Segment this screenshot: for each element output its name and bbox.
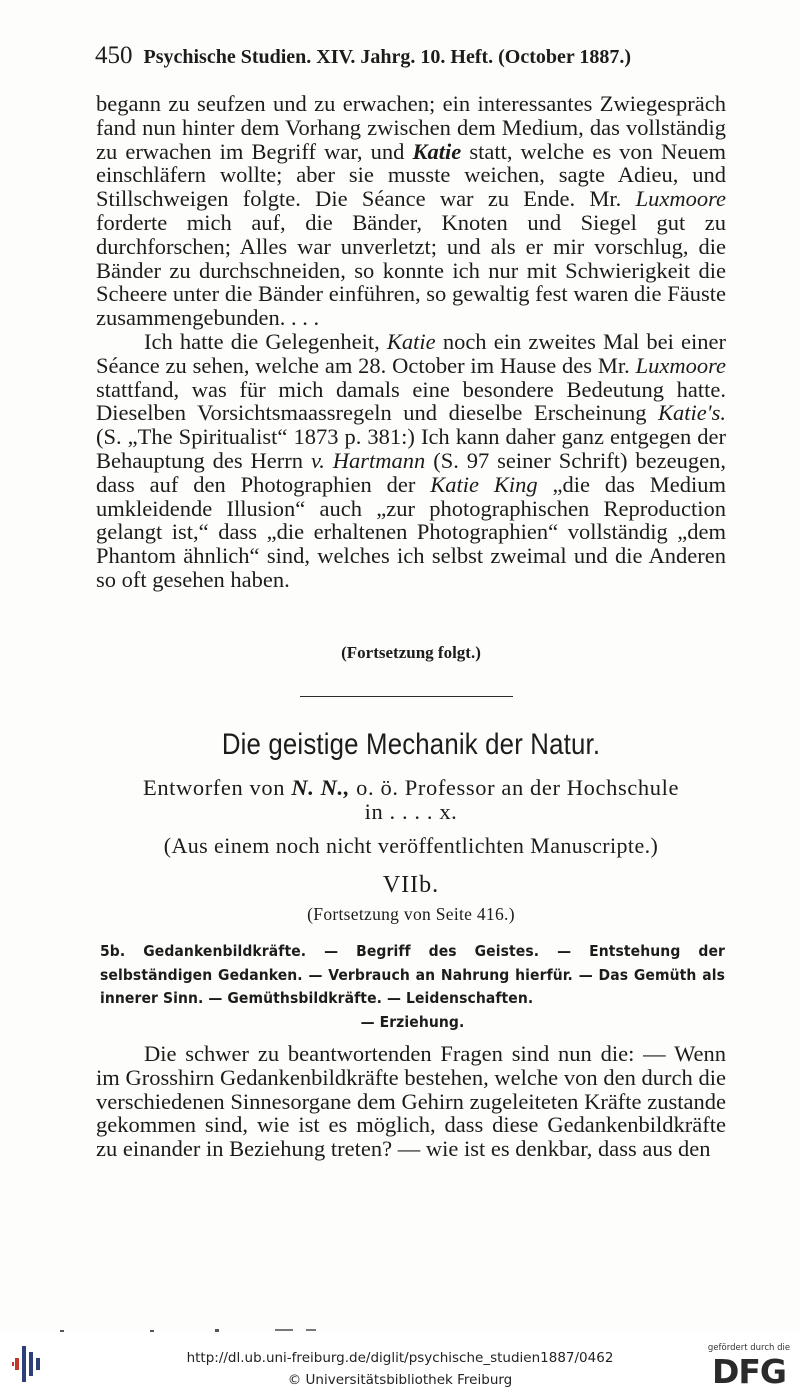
emphasis-text: v. Hartmann bbox=[310, 447, 426, 473]
emphasis-text: Luxmoore bbox=[635, 352, 726, 378]
text-run: statt, welche es von Neuem einschläfern wollte; aber sie musste weichen, sagte Adieu, und Stillschweigen folgte. Die Séance war zu Ende. Mr. bbox=[96, 138, 727, 212]
dfg-caption: gefördert durch die bbox=[707, 1343, 791, 1353]
text-run: begann zu seufzen und zu erwachen; ein interessantes Zwiegespräch fand nun hinter dem Vorhang zwischen dem Medium, das vollständig zu erwachen im Begriff war, und bbox=[96, 91, 726, 164]
article-byline bbox=[96, 776, 726, 824]
section-summary bbox=[100, 940, 725, 1034]
article-title: Die geistige Mechanik der Natur. bbox=[221, 728, 601, 761]
source-note: (Aus einem noch nicht veröffentlichten Manuscripte.) bbox=[163, 833, 659, 858]
page-number: 450 bbox=[95, 42, 133, 69]
summary-last: — Erziehung. bbox=[360, 1012, 465, 1031]
continuation-note: (Fortsetzung folgt.) bbox=[341, 643, 481, 662]
emphasis-text: Katie bbox=[386, 328, 436, 354]
copyright-notice: © Universitätsbibliothek Freiburg bbox=[287, 1372, 513, 1388]
emphasis-text: Katie's. bbox=[658, 400, 726, 426]
emphasis-text: Katie King bbox=[430, 471, 538, 497]
byline-author: N. N., bbox=[291, 775, 350, 800]
text-run: noch ein zweites Mal bei einer Séance zu sehen, welche am 28. October im Hause des Mr. bbox=[96, 328, 726, 378]
paragraph-3: Die schwer zu beantwortenden Fragen sind nun die: — Wenn im Grosshirn Gedankenbildkräfte bestehen, welche von den durch die verschiedenen Sinnesorgane dem Gehirn zugeleiteten Kräfte zustande gekommen sind, wie ist es möglich, dass diese Gedankenbildkräfte zu einander in Beziehung treten? — wie ist es denkbar, dass aus den bbox=[96, 1041, 726, 1162]
continued-from-note: (Fortsetzung von Seite 416.) bbox=[307, 904, 515, 924]
text-run: stattfand, was für mich damals eine besondere Bedeutung hatte. Dieselben Vorsichtsmaassregeln und dieselbe Erscheinung bbox=[96, 376, 726, 426]
page-header bbox=[95, 42, 735, 74]
emphasis-text: Luxmoore bbox=[635, 186, 726, 212]
text-run: „die das Medium umkleidende Illusion“ auch „zur photographischen Reproduction gelangt ist,“ dass „die erhaltenen Photographien“ vollständig „dem Phantom ähnlich“ sind, welches ich selbst zweimal und die Anderen so oft gesehen haben. bbox=[96, 471, 726, 592]
emphasis-text: Katie bbox=[412, 138, 462, 164]
paragraph-1 bbox=[96, 92, 726, 330]
byline-suffix: o. ö. Professor an der Hochschule bbox=[349, 775, 680, 800]
article-continuation bbox=[96, 92, 726, 592]
text-run: (S. 97 seiner Schrift) bezeugen, dass auf den Photographien der bbox=[96, 447, 727, 497]
text-run: forderte mich auf, die Bänder, Knoten und Siegel gut zu durchforschen; Alles war unverletzt; und als er mir vorschlug, die Bänder zu durchschneiden, so konnte ich nur mit Schwierigkeit die Scheere unter die Bänder einführen, so gewaltig fest waren die Fäuste zusammengebunden. . . . bbox=[96, 209, 726, 331]
byline-line2: in . . . . x. bbox=[364, 799, 458, 824]
text-run: (S. „The Spiritualist“ 1873 p. 381:) Ich kann daher ganz entgegen der Behauptung des Herrn bbox=[96, 424, 726, 473]
part-number: VIIb. bbox=[382, 872, 440, 898]
dfg-logo: DFG bbox=[711, 1352, 787, 1391]
permalink-url[interactable]: http://dl.ub.uni-freiburg.de/diglit/psychische_studien1887/0462 bbox=[186, 1350, 614, 1366]
section-divider bbox=[300, 696, 513, 697]
paragraph-2 bbox=[96, 330, 726, 592]
article-body bbox=[96, 1042, 726, 1161]
byline-prefix: Entworfen von bbox=[142, 775, 292, 800]
summary-main: 5b. Gedankenbildkräfte. — Begriff des Geistes. — Entstehung der selbständigen Gedanken. — Verbrauch an Nahrung hierfür. — Das Gemüth als innerer Sinn. — Gemüthsbildkräfte. — Leidenschaften. bbox=[100, 942, 725, 1007]
running-title: Psychische Studien. XIV. Jahrg. 10. Heft. (October 1887.) bbox=[143, 46, 632, 68]
text-run: Ich hatte die Gelegenheit, bbox=[144, 328, 387, 354]
